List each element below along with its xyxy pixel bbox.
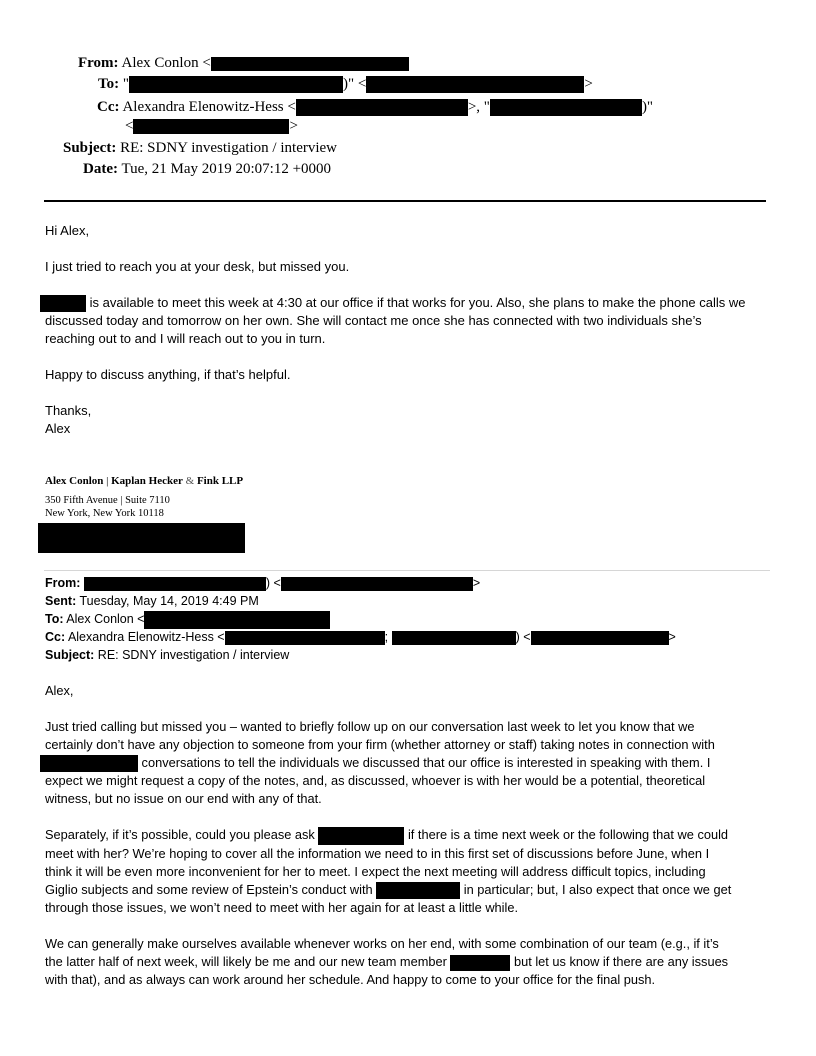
redaction [144,611,330,629]
paragraph-1: I just tried to reach you at your desk, but missed you. [45,259,350,274]
redaction [281,577,473,591]
signature-address [45,494,170,520]
header-cc-label: Cc: [97,99,120,115]
header-to-label: To: [98,76,120,92]
paragraph-3: Happy to discuss anything, if that’s helpful. [45,367,291,383]
fwd-p3-line-2b: but let us know if there are any issues [510,953,729,969]
header-cc-close: )" [641,99,654,115]
fwd-subject-label: Subject: [45,648,95,662]
redaction [366,76,584,93]
header-date-row [83,160,331,178]
message-divider [44,570,770,571]
forwarded-body [45,682,731,989]
fwd-to-row [45,610,330,629]
header-subject-value: RE: SDNY investigation / interview [120,140,337,156]
fwd-p3-line-3: with that), and as always can work around her schedule. And happy to come to your office for the final push. [45,971,656,987]
fwd-p2-line-3: think it will be even more inconvenient for her to meet. I expect the next meeting will address difficult topics, including [45,863,706,879]
redaction [211,57,409,71]
header-cc2-open: < [125,118,134,134]
header-from-value: Alex Conlon < [121,55,211,71]
signature-firm-1: Kaplan Hecker [111,475,183,487]
fwd-to-label: To: [45,612,64,626]
closing: Thanks, [45,403,92,419]
fwd-subject-value: RE: SDNY investigation / interview [94,648,290,662]
closing-name: Alex [45,421,71,437]
fwd-p2-line-4 [45,881,731,899]
signature-ampersand: & [182,475,197,487]
fwd-from-close: > [472,576,481,590]
header-date-value: Tue, 21 May 2019 20:07:12 +0000 [121,161,332,177]
fwd-p1-line-1: Just tried calling but missed you – wanted to briefly follow up on our conversation last week to let you know that we [45,719,695,734]
fwd-cc-row [45,628,676,646]
greeting: Hi Alex, [45,223,90,238]
fwd-cc-value: Alexandra Elenowitz-Hess < [65,630,225,644]
signature-address-1: 350 Fifth Avenue | Suite 7110 [45,495,170,506]
redaction [318,827,404,845]
fwd-from-mid: ) < [265,576,281,590]
header-divider [44,200,766,202]
fwd-p2-line-1 [45,826,731,845]
fwd-subject-row [45,646,289,664]
fwd-paragraph-1 [45,718,731,808]
fwd-p1-line-2: certainly don’t have any objection to someone from your firm (whether attorney or staff) taking notes in connection with [45,737,715,752]
paragraph-2-line-2: discussed today and tomorrow on her own. She will contact me once she has connected with two individuals she’s [45,313,702,329]
signature-separator: | [103,475,112,487]
paragraph-2-line-3: reaching out to and I will reach out to you in turn. [45,331,326,347]
paragraph-2-text: is available to meet this week at 4:30 at our office if that works for you. Also, she plans to make the phone calls we [86,295,746,310]
fwd-p1-line-3-text: conversations to tell the individuals we discussed that our office is interested in speaking with them. I [138,755,711,770]
redaction [40,755,138,772]
redaction [376,882,460,899]
redaction [450,955,510,971]
fwd-p2-line-1b: if there is a time next week or the following that we could [404,827,729,843]
fwd-cc-semi: ; [384,630,389,644]
header-cc-value: Alexandra Elenowitz-Hess < [122,99,296,115]
fwd-p3-line-2 [45,953,731,971]
fwd-p1-line-4: expect we might request a copy of the notes, and, as discussed, whoever is with her would be a potential, theoretical [45,773,706,789]
fwd-to-value: Alex Conlon < [63,612,145,626]
fwd-greeting: Alex, [45,683,74,698]
header-date-label: Date: [83,161,118,177]
fwd-p2-line-4b: in particular; but, I also expect that once we get [460,881,732,897]
fwd-p2-line-5: through those issues, we won’t need to meet with her again for at least a little while. [45,899,519,915]
fwd-paragraph-2 [45,826,731,917]
redaction [490,99,642,116]
fwd-p2-line-2: meet with her? We’re hoping to cover all the information we need to in this first set of discussions before June, when I [45,845,710,861]
redaction [84,577,266,591]
redaction [40,295,86,312]
paragraph-2-line-1 [40,294,746,312]
fwd-p3-line-1: We can generally make ourselves available whenever works on her end, with some combination of our team (e.g., if it’s [45,935,719,951]
header-to-row [98,75,593,93]
redaction [296,99,468,116]
fwd-p1-line-5: witness, but no issue on our end with any of that. [45,791,322,807]
redaction [133,119,289,134]
fwd-sent-value: Tuesday, May 14, 2019 4:49 PM [76,594,259,608]
fwd-from-label: From: [45,576,81,590]
header-subject-label: Subject: [63,140,117,156]
fwd-p3-line-2a: the latter half of next week, will likely be me and our new team member [45,953,451,969]
header-subject-row [63,139,337,157]
fwd-sent-label: Sent: [45,594,77,608]
message-body [45,222,746,438]
fwd-sent-row [45,592,259,610]
header-cc-row-2 [125,117,298,135]
fwd-cc-mid: ) < [515,630,531,644]
header-cc2-close: > [289,118,298,134]
fwd-from-row [45,574,480,592]
redaction [225,631,385,645]
redaction [129,76,343,93]
signature-firm-2: Fink LLP [196,475,244,487]
fwd-p1-line-3 [40,754,731,772]
header-from-label: From: [78,55,119,71]
header-to-mid: )" < [343,76,367,92]
signature-address-2: New York, New York 10118 [45,508,164,519]
fwd-cc-label: Cc: [45,630,66,644]
header-cc-mid: >, " [467,99,490,115]
header-to-close: > [584,76,593,92]
fwd-p2-line-1a: Separately, if it’s possible, could you please ask [45,827,319,843]
signature-name: Alex Conlon [45,475,104,487]
header-cc-row [97,98,653,116]
redaction [392,631,516,645]
fwd-paragraph-3 [45,935,731,989]
redaction [38,523,245,553]
redaction [531,631,669,645]
header-to-open: " [122,76,129,92]
fwd-cc-close: > [668,630,676,644]
fwd-p2-line-4a: Giglio subjects and some review of Epstein’s conduct with [45,881,377,897]
header-from-row [78,54,409,72]
signature-name-line [45,475,243,487]
